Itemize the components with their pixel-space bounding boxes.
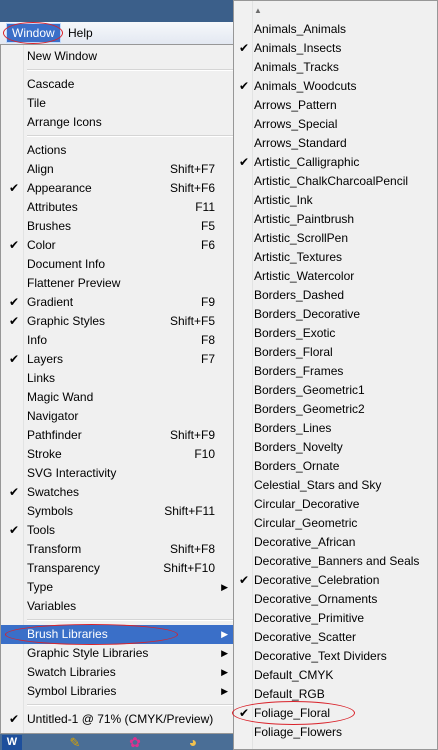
menu-item-label: Brush Libraries: [27, 627, 108, 641]
menu-item-gradient[interactable]: [1, 293, 235, 312]
checkmark-icon: ✔: [239, 79, 250, 93]
brush-library-borders-geometric2[interactable]: [234, 400, 437, 419]
word-app-icon[interactable]: W: [2, 735, 22, 750]
menu-item-stroke[interactable]: [1, 445, 235, 464]
menu-item-label: Borders_Geometric2: [254, 402, 365, 416]
brush-library-decorative-scatter[interactable]: [234, 628, 437, 647]
menu-item-label: Animals_Woodcuts: [254, 79, 357, 93]
menu-item-new-window[interactable]: [1, 47, 235, 66]
menu-item-label: Borders_Dashed: [254, 288, 345, 302]
menu-item-label: Borders_Frames: [254, 364, 344, 378]
menu-item-label: Attributes: [27, 200, 78, 214]
menu-item-label: Artistic_Textures: [254, 250, 343, 264]
submenu-arrow-icon: ▶: [221, 667, 228, 677]
brush-library-arrows-special[interactable]: [234, 115, 437, 134]
menu-item-attributes[interactable]: [1, 198, 235, 217]
menu-item-label: Artistic_ChalkCharcoalPencil: [254, 174, 409, 188]
brush-library-arrows-pattern[interactable]: [234, 96, 437, 115]
menu-item-label: Borders_Floral: [254, 345, 333, 359]
brush-library-circular-geometric[interactable]: [234, 514, 437, 533]
brush-library-celestial-stars-and-sky[interactable]: [234, 476, 437, 495]
brush-library-artistic-ink[interactable]: [234, 191, 437, 210]
menu-item-pathfinder[interactable]: [1, 426, 235, 445]
submenu-arrow-icon: ▶: [221, 648, 228, 658]
brush-library-animals-tracks[interactable]: [234, 58, 437, 77]
menu-separator: [27, 69, 233, 71]
brush-library-default-cmyk[interactable]: [234, 666, 437, 685]
menu-item-variables[interactable]: [1, 597, 235, 616]
menu-item-label: Color: [27, 238, 56, 252]
menu-item-label: Borders_Novelty: [254, 440, 343, 454]
brush-library-artistic-chalkcharcoalpencil[interactable]: [234, 172, 437, 191]
menu-item-magic-wand[interactable]: [1, 388, 235, 407]
menu-item-cascade[interactable]: [1, 75, 235, 94]
brush-library-default-rgb[interactable]: [234, 685, 437, 704]
menu-item-label: Borders_Ornate: [254, 459, 340, 473]
flower-app-icon[interactable]: ✿: [129, 734, 141, 750]
menu-item-color[interactable]: [1, 236, 235, 255]
menu-item-actions[interactable]: [1, 141, 235, 160]
menu-item-label: Symbol Libraries: [27, 684, 117, 698]
menu-separator: [27, 704, 233, 706]
menu-item-shortcut: Shift+F7: [169, 162, 215, 176]
menu-item-shortcut: F8: [200, 333, 215, 347]
checkmark-icon: ✔: [9, 712, 20, 726]
menu-item-label: New Window: [27, 49, 98, 63]
menu-item-label: Graphic Styles: [27, 314, 106, 328]
menu-item-label: Foliage_Floral: [254, 706, 331, 720]
menu-item-flattener-preview[interactable]: [1, 274, 235, 293]
menu-item-label: Artistic_Ink: [254, 193, 313, 207]
menu-item-label: Artistic_Calligraphic: [254, 155, 360, 169]
menu-item-label: Animals_Insects: [254, 41, 342, 55]
menu-item-label: Appearance: [27, 181, 92, 195]
checkmark-icon: ✔: [9, 523, 20, 537]
checkmark-icon: ✔: [9, 238, 20, 252]
menu-item-label: Arrange Icons: [27, 115, 102, 129]
menu-item-label: Arrows_Special: [254, 117, 338, 131]
menu-item-label: Decorative_Ornaments: [254, 592, 378, 606]
menu-item-label: Actions: [27, 143, 67, 157]
brush-library-foliage-floral[interactable]: [234, 704, 437, 723]
brush-libraries-submenu: [233, 0, 438, 750]
menu-item-label: Arrows_Pattern: [254, 98, 337, 112]
brush-library-decorative-primitive[interactable]: [234, 609, 437, 628]
brush-library-decorative-text-dividers[interactable]: [234, 647, 437, 666]
brush-library-borders-frames[interactable]: [234, 362, 437, 381]
brush-library-borders-ornate[interactable]: [234, 457, 437, 476]
menu-item-label: Transparency: [27, 561, 100, 575]
submenu-arrow-icon: ▶: [221, 686, 228, 696]
brush-library-animals-woodcuts[interactable]: [234, 77, 437, 96]
menu-item-label: Arrows_Standard: [254, 136, 347, 150]
brush-library-borders-novelty[interactable]: [234, 438, 437, 457]
menu-item-svg-interactivity[interactable]: [1, 464, 235, 483]
checkmark-icon: ✔: [239, 155, 250, 169]
menu-item-label: Cascade: [27, 77, 75, 91]
menu-item-label: Celestial_Stars and Sky: [254, 478, 382, 492]
brush-library-artistic-watercolor[interactable]: [234, 267, 437, 286]
menu-item-align[interactable]: [1, 160, 235, 179]
menu-separator: [27, 619, 233, 621]
menu-item-label: Align: [27, 162, 54, 176]
menu-item-label: SVG Interactivity: [27, 466, 117, 480]
menu-item-label: Document Info: [27, 257, 106, 271]
menu-item-label: Transform: [27, 542, 82, 556]
menu-item-label: Flattener Preview: [27, 276, 121, 290]
menu-item-symbols[interactable]: [1, 502, 235, 521]
brush-library-artistic-textures[interactable]: [234, 248, 437, 267]
menu-bar: [0, 22, 236, 44]
menu-item-label: Layers: [27, 352, 64, 366]
taskbar: [0, 734, 236, 750]
brush-library-animals-animals[interactable]: [234, 20, 437, 39]
menu-item-shortcut: F5: [200, 219, 215, 233]
menu-item-label: Info: [27, 333, 48, 347]
menu-item-label: Navigator: [27, 409, 79, 423]
menu-item-info[interactable]: [1, 331, 235, 350]
menu-item-label: Variables: [27, 599, 77, 613]
menu-item-label: Type: [27, 580, 54, 594]
brush-library-foliage-flowers[interactable]: [234, 723, 437, 742]
menu-item-brushes[interactable]: [1, 217, 235, 236]
brush-library-borders-exotic[interactable]: [234, 324, 437, 343]
menu-item-label: Symbols: [27, 504, 74, 518]
menu-item-label: Stroke: [27, 447, 62, 461]
menu-window[interactable]: Window: [7, 24, 60, 42]
menu-item-type[interactable]: [1, 578, 235, 597]
menu-item-arrange-icons[interactable]: [1, 113, 235, 132]
menu-item-shortcut: Shift+F6: [169, 181, 215, 195]
menu-item-label: Swatches: [27, 485, 80, 499]
menu-item-graphic-style-libraries[interactable]: [1, 644, 235, 663]
menu-item-label: Brushes: [27, 219, 72, 233]
menu-item-label: Graphic Style Libraries: [27, 646, 149, 660]
checkmark-icon: ✔: [9, 352, 20, 366]
menu-item-label: Artistic_ScrollPen: [254, 231, 349, 245]
menu-item-shortcut: F11: [195, 200, 215, 214]
menu-item-label: Borders_Geometric1: [254, 383, 365, 397]
menu-item-brush-libraries[interactable]: [1, 625, 235, 644]
submenu-arrow-icon: ▶: [221, 629, 228, 639]
brush-library-artistic-calligraphic[interactable]: [234, 153, 437, 172]
menu-help[interactable]: Help: [68, 26, 93, 40]
menu-item-label: Untitled-1 @ 71% (CMYK/Preview): [27, 712, 214, 726]
menu-item-label: Decorative_Banners and Seals: [254, 554, 420, 568]
checkmark-icon: ✔: [239, 41, 250, 55]
menu-item-label: Borders_Decorative: [254, 307, 361, 321]
menu-item-symbol-libraries[interactable]: [1, 682, 235, 701]
brush-library-borders-lines[interactable]: [234, 419, 437, 438]
menu-item-label: Animals_Animals: [254, 22, 347, 36]
menu-item-tools[interactable]: [1, 521, 235, 540]
brush-library-borders-floral[interactable]: [234, 343, 437, 362]
menu-item-shortcut: Shift+F5: [169, 314, 215, 328]
menu-item-label: Gradient: [27, 295, 74, 309]
menu-item-label: Foliage_Flowers: [254, 725, 343, 739]
menu-item-shortcut: F9: [200, 295, 215, 309]
checkmark-icon: ✔: [9, 485, 20, 499]
pencil-app-icon[interactable]: ✎: [69, 735, 81, 750]
menu-item-label: Borders_Lines: [254, 421, 332, 435]
menu-item-label: Tile: [27, 96, 46, 110]
menu-item-label: Pathfinder: [27, 428, 82, 442]
menu-item-shortcut: Shift+F11: [164, 504, 215, 518]
menu-item-label: Decorative_African: [254, 535, 356, 549]
brush-library-animals-insects[interactable]: [234, 39, 437, 58]
brush-library-circular-decorative[interactable]: [234, 495, 437, 514]
checkmark-icon: ✔: [9, 181, 20, 195]
menu-item-shortcut: F6: [200, 238, 215, 252]
menu-item-shortcut: F10: [194, 447, 215, 461]
brush-library-decorative-ornaments[interactable]: [234, 590, 437, 609]
menu-item-graphic-styles[interactable]: [1, 312, 235, 331]
menu-item-swatch-libraries[interactable]: [1, 663, 235, 682]
menu-item-shortcut: Shift+F10: [163, 561, 215, 575]
menu-item-document-info[interactable]: [1, 255, 235, 274]
brush-library-artistic-scrollpen[interactable]: [234, 229, 437, 248]
menu-item-label: Default_RGB: [254, 687, 325, 701]
brush-library-borders-decorative[interactable]: [234, 305, 437, 324]
checkmark-icon: ✔: [239, 573, 250, 587]
menu-item-links[interactable]: [1, 369, 235, 388]
menu-item-label: Decorative_Primitive: [254, 611, 365, 625]
menu-item-transparency[interactable]: [1, 559, 235, 578]
menu-item-swatches[interactable]: [1, 483, 235, 502]
menu-item-shortcut: Shift+F8: [169, 542, 215, 556]
brush-library-decorative-banners-and-seals[interactable]: [234, 552, 437, 571]
menu-item-label: Artistic_Paintbrush: [254, 212, 355, 226]
menu-item-shortcut: F7: [200, 352, 215, 366]
menu-item-label: Decorative_Scatter: [254, 630, 357, 644]
menu-item-label: Swatch Libraries: [27, 665, 116, 679]
menu-item-untitled-1-71-cmyk-preview[interactable]: [1, 710, 235, 729]
checkmark-icon: ✔: [9, 314, 20, 328]
menu-item-label: Circular_Geometric: [254, 516, 358, 530]
checkmark-icon: ✔: [9, 295, 20, 309]
brush-library-borders-geometric1[interactable]: [234, 381, 437, 400]
brush-library-borders-dashed[interactable]: [234, 286, 437, 305]
menu-item-label: Default_CMYK: [254, 668, 334, 682]
brush-library-decorative-african[interactable]: [234, 533, 437, 552]
palette-app-icon[interactable]: ◕: [188, 734, 198, 750]
menu-item-label: Decorative_Celebration: [254, 573, 380, 587]
menu-item-label: Tools: [27, 523, 56, 537]
scroll-up-arrow-icon[interactable]: ▲: [254, 6, 262, 15]
menu-item-label: Magic Wand: [27, 390, 94, 404]
menu-item-appearance[interactable]: [1, 179, 235, 198]
menu-item-label: Borders_Exotic: [254, 326, 336, 340]
menu-item-label: Decorative_Text Dividers: [254, 649, 387, 663]
brush-library-artistic-paintbrush[interactable]: [234, 210, 437, 229]
menu-item-label: Animals_Tracks: [254, 60, 339, 74]
submenu-arrow-icon: ▶: [221, 582, 228, 592]
menu-item-label: Links: [27, 371, 56, 385]
window-menu: [0, 44, 236, 734]
checkmark-icon: ✔: [239, 706, 250, 720]
menu-item-label: Artistic_Watercolor: [254, 269, 355, 283]
menu-item-tile[interactable]: [1, 94, 235, 113]
menu-item-shortcut: Shift+F9: [169, 428, 215, 442]
menu-item-layers[interactable]: [1, 350, 235, 369]
brush-library-arrows-standard[interactable]: [234, 134, 437, 153]
menu-item-transform[interactable]: [1, 540, 235, 559]
menu-item-navigator[interactable]: [1, 407, 235, 426]
brush-library-decorative-celebration[interactable]: [234, 571, 437, 590]
menu-item-label: Circular_Decorative: [254, 497, 360, 511]
menu-separator: [27, 135, 233, 137]
